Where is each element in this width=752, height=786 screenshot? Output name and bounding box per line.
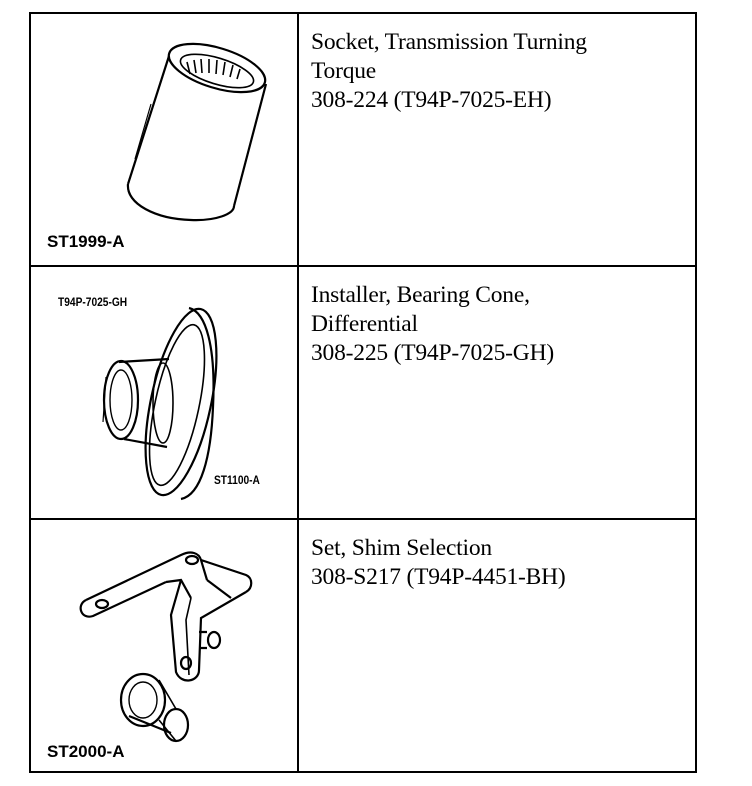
tool-name-line: Differential [311, 311, 418, 337]
image-code-label: ST1999-A [47, 232, 125, 251]
tool-image-cell [30, 13, 298, 266]
image-code-label: ST2000-A [47, 742, 125, 761]
tool-image-cell [30, 266, 298, 519]
tool-name-line: Set, Shim Selection [311, 535, 492, 561]
shim-selection-set-icon [31, 520, 297, 773]
callout-label: T94P-7025-GH [58, 295, 128, 309]
tool-name-line: Socket, Transmission Turning [311, 29, 587, 55]
tool-description-cell [298, 13, 696, 266]
tool-part-number: 308-224 (T94P-7025-EH) [311, 87, 552, 113]
tool-description-cell [298, 266, 696, 519]
tool-description-cell [298, 519, 696, 772]
tool-part-number: 308-S217 (T94P-4451-BH) [311, 564, 566, 590]
tool-row-installer [30, 266, 696, 519]
image-code-label: ST1100-A [214, 473, 260, 487]
socket-icon [31, 14, 297, 267]
tool-row-shim-set [30, 519, 696, 772]
tool-image-cell [30, 519, 298, 772]
tool-name-line: Torque [311, 58, 377, 84]
tool-name-line: Installer, Bearing Cone, [311, 282, 530, 308]
tool-row-socket [30, 13, 696, 266]
tool-part-number: 308-225 (T94P-7025-GH) [311, 340, 554, 366]
special-tools-table [29, 12, 697, 773]
